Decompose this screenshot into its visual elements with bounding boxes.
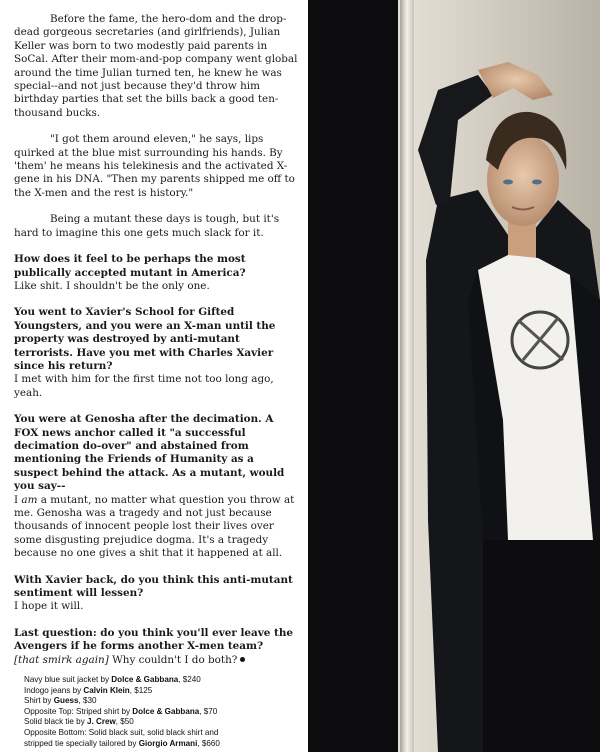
credit-line: Shirt by Guess, $30 bbox=[24, 696, 97, 706]
credit-line: Navy blue suit jacket by Dolce & Gabbana, $240 bbox=[24, 675, 201, 685]
answer: I hope it will. bbox=[14, 600, 84, 613]
question: Last question: do you think you'll ever leave the Avengers if he forms another X-men team? bbox=[14, 626, 293, 653]
credit-line: Opposite Top: Striped shirt by Dolce & Gabbana, $70 bbox=[24, 706, 218, 716]
answer: I met with him for the first time not too long ago, yeah. bbox=[14, 373, 274, 399]
credit-line: Opposite Bottom: Solid black suit, solid black shirt and bbox=[24, 728, 219, 738]
answer: Like shit. I shouldn't be the only one. bbox=[14, 279, 210, 292]
credit-line: stripped tie specially tailored by Giorgio Armani, $660 bbox=[24, 738, 220, 748]
credit-line: Solid black tie by J. Crew, $50 bbox=[24, 717, 134, 727]
qa-block bbox=[14, 253, 300, 293]
intro-paragraph-3: Being a mutant these days is tough, but it's hard to imagine this one gets much slack for it. bbox=[14, 213, 280, 239]
fashion-credits bbox=[24, 675, 300, 749]
question: You were at Genosha after the decimation. A FOX news anchor called it "a successful decimation do-over" and abstained from mentioning the Friends of Humanity as a suspect behind the attack. As a mutant, would you say-- bbox=[14, 413, 285, 493]
answer-prefix: I bbox=[14, 493, 22, 506]
qa-block bbox=[14, 306, 300, 400]
credit-line: Indogo jeans by Calvin Klein, $125 bbox=[24, 685, 153, 695]
answer-emphasis: am bbox=[21, 493, 38, 506]
end-mark-icon bbox=[240, 657, 245, 662]
question: How does it feel to be perhaps the most publically accepted mutant in America? bbox=[14, 253, 246, 279]
answer-emphasis: [that smirk again] bbox=[14, 653, 109, 666]
portrait-illustration bbox=[308, 0, 600, 752]
qa-block bbox=[14, 574, 300, 614]
intro-paragraph-2: "I got them around eleven," he says, lips quirked at the blue mist surrounding his hands. By 'them' he means his telekinesis and the activated X-gene in his DNA. "Then my parents shipped me off to the X-men and the rest is history." bbox=[14, 133, 295, 199]
intro-paragraph-1: Before the fame, the hero-dom and the drop-dead gorgeous secretaries (and girlfriends), Julian Keller was born to two modestly paid parents in SoCal. After their mom-and-pop company went global around the time Julian turned ten, he knew he was special--and not just because they'd throw him birthday parties that set the bills back a good ten-thousand bucks. bbox=[14, 13, 298, 119]
answer: a mutant, no matter what question you throw at me. Genosha was a tragedy and not just because thousands of innocent people lost their lives over some disgusting prejudice dogma. It's a tragedy because no one gives a shit that it happened at all. bbox=[14, 493, 295, 560]
answer: Why couldn't I do both? bbox=[108, 653, 238, 666]
qa-block bbox=[14, 627, 300, 667]
portrait-photo bbox=[308, 0, 600, 752]
question: You went to Xavier's School for Gifted Youngsters, and you were an X-man until the property was destroyed by anti-mutant terrorists. Have you met with Charles Xavier since his return? bbox=[14, 306, 276, 372]
qa-block bbox=[14, 413, 300, 560]
question: With Xavier back, do you think this anti-mutant sentiment will lessen? bbox=[14, 573, 293, 600]
